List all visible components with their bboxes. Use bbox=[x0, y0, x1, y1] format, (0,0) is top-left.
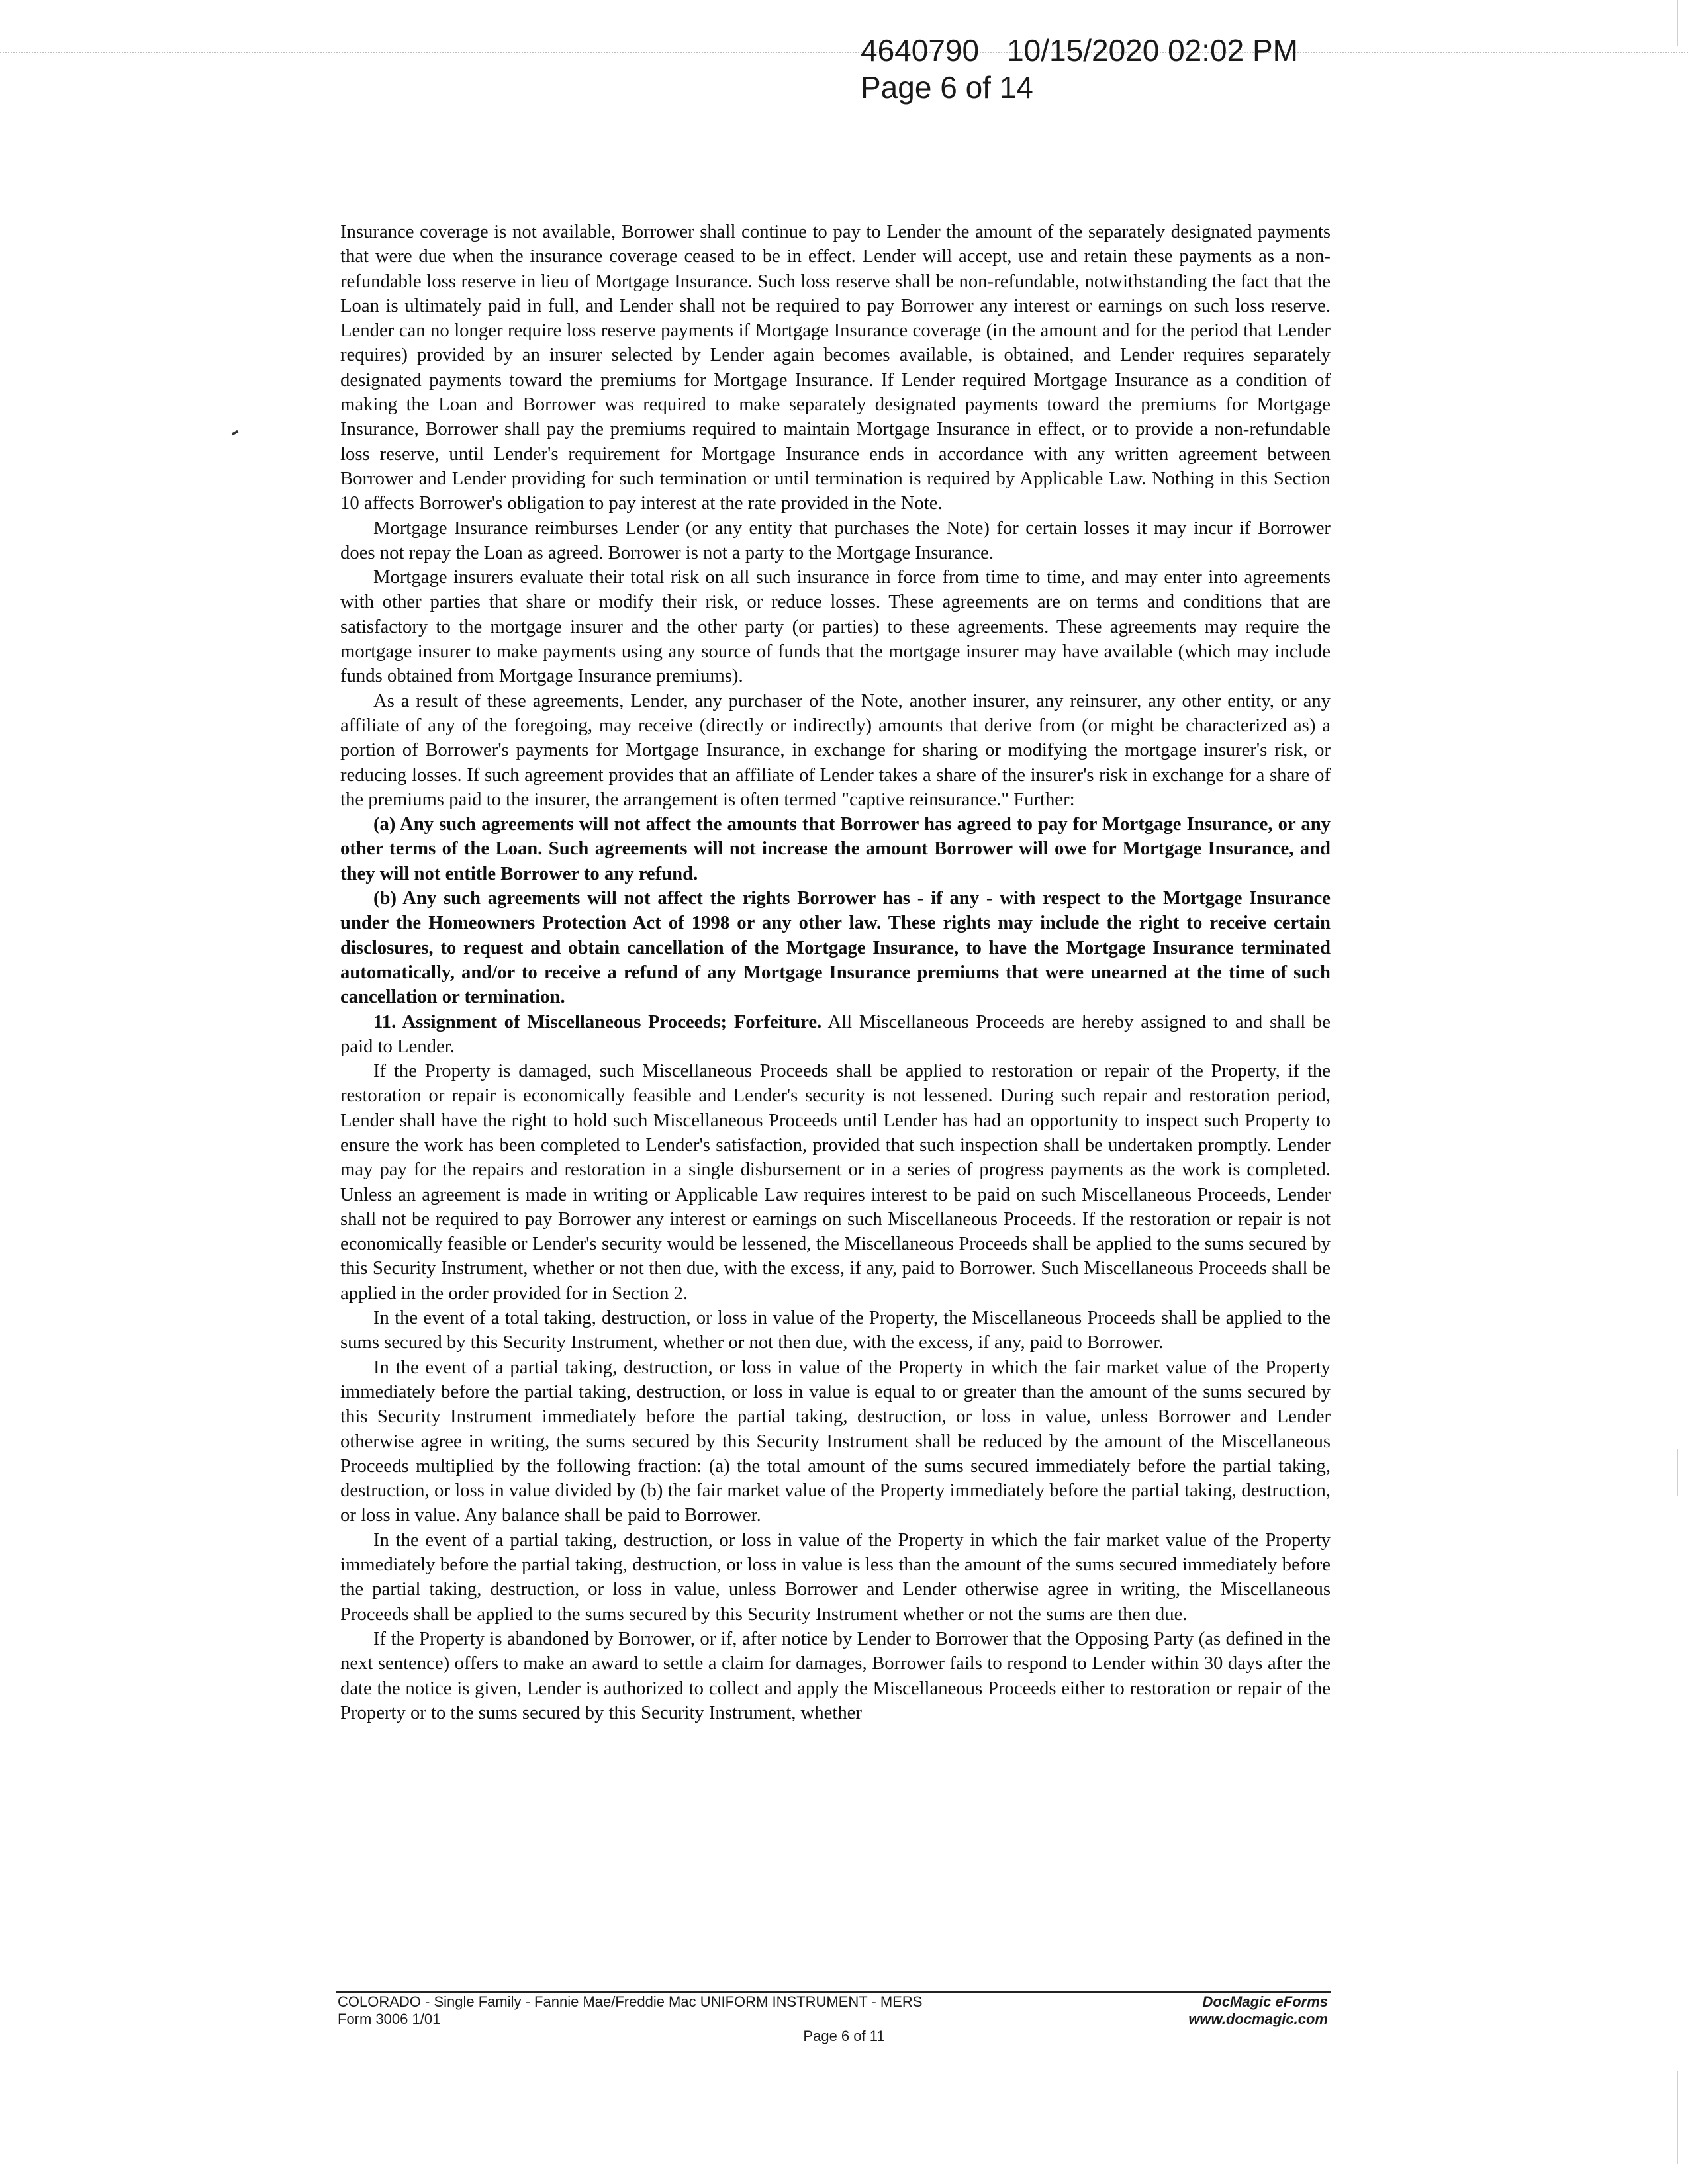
paragraph-text: (a) Any such agreements will not affect the amounts that Borrower has agreed to pay for Mortgage Insurance, or any other terms of the Loan. Such agreements will not increase the amount Borrower will owe for Mortgage Insurance, and they will not entitle Borrower to any refund. bbox=[340, 813, 1331, 884]
paragraph-text: If the Property is abandoned by Borrower, or if, after notice by Lender to Borrower that the Opposing Party (as defined in the next sentence) offers to make an award to settle a claim for damages, Borrower fails to respond to Lender within 30 days after the date the notice is given, Lender is authorized to collect and apply the Miscellaneous Proceeds either to restoration or repair of the Property or to the sums secured by this Security Instrument, whether bbox=[340, 1627, 1331, 1723]
paragraph-text: As a result of these agreements, Lender, any purchaser of the Note, another insurer, any reinsurer, any other entity, or any affiliate of any of the foregoing, may receive (directly or indirectly) amounts that derive from (or might be characterized as) a portion of Borrower's payments for Mortgage Insurance, in exchange for sharing or modifying the mortgage insurer's risk, or reducing losses. If such agreement provides that an affiliate of Lender takes a share of the insurer's risk in exchange for a share of the premiums paid to the insurer, the arrangement is often termed "captive reinsurance." Further: bbox=[340, 690, 1331, 810]
footer-website: www.docmagic.com bbox=[1188, 2011, 1328, 2027]
footer-brand: DocMagic eForms bbox=[1202, 1993, 1328, 2010]
scan-right-edge-line bbox=[1677, 1449, 1678, 1496]
paragraph-text: In the event of a partial taking, destruction, or loss in value of the Property in which the fair market value of the Property immediately before the partial taking, destruction, or loss in value is equal to or greater than the amount of the sums secured by this Security Instrument immediately before the partial taking, destruction, or loss in value, unless Borrower and Lender otherwise agree in writing, the sums secured by this Security Instrument shall be reduced by the amount of the Miscellaneous Proceeds multiplied by the following fraction: (a) the total amount of the sums secured immediately before the partial taking, destruction, or loss in value divided by (b) the fair market value of the Property immediately before the partial taking, destruction, or loss in value. Any balance shall be paid to Borrower. bbox=[340, 1356, 1331, 1526]
paragraph-text: Mortgage Insurance reimburses Lender (or any entity that purchases the Note) for certain losses it may incur if Borrower does not repay the Loan as agreed. Borrower is not a party to the Mortgage Insurance. bbox=[340, 517, 1331, 563]
body-paragraph bbox=[340, 1627, 1331, 1725]
paragraph-text: (b) Any such agreements will not affect the rights Borrower has - if any - with respect to the Mortgage Insurance under the Homeowners Protection Act of 1998 or any other law. These rights may include the right to receive certain disclosures, to request and obtain cancellation of the Mortgage Insurance, to have the Mortgage Insurance terminated automatically, and/or to receive a refund of any Mortgage Insurance premiums that were unearned at the time of such cancellation or termination. bbox=[340, 887, 1331, 1008]
footer-page-number: Page 6 of 11 bbox=[803, 2028, 885, 2044]
paragraph-text: Mortgage insurers evaluate their total risk on all such insurance in force from time to time, and may enter into agreements with other parties that share or modify their risk, or reduce losses. These agreements are on terms and conditions that are satisfactory to the mortgage insurer and the other party (or parties) to these agreements. These agreements may require the mortgage insurer to make payments using any source of funds that the mortgage insurer may have available (which may include funds obtained from Mortgage Insurance premiums). bbox=[340, 567, 1331, 687]
document-number: 4640790 bbox=[861, 33, 980, 68]
footer-form-number: Form 3006 1/01 bbox=[338, 2011, 441, 2027]
body-paragraph bbox=[340, 886, 1331, 1009]
footer-rule bbox=[336, 1991, 1331, 1993]
paragraph-text: All Miscellaneous Proceeds are hereby assigned to and shall be paid to Lender. bbox=[340, 1011, 1331, 1057]
document-body bbox=[340, 220, 1331, 1725]
body-paragraph bbox=[340, 1059, 1331, 1306]
scan-stray-mark bbox=[232, 430, 239, 435]
section-heading-paragraph bbox=[340, 1010, 1331, 1060]
body-paragraph bbox=[340, 220, 1331, 516]
body-paragraph bbox=[340, 1306, 1331, 1355]
footer-form-info bbox=[338, 1993, 922, 2028]
recorded-datetime: 10/15/2020 02:02 PM bbox=[1007, 33, 1298, 68]
footer-brand-block bbox=[1125, 1993, 1328, 2028]
paragraph-text: If the Property is damaged, such Miscellaneous Proceeds shall be applied to restoration or repair of the Property, if the restoration or repair is economically feasible and Lender's security is not lessened. During such repair and restoration period, Lender shall have the right to hold such Miscellaneous Proceeds until Lender has had an opportunity to inspect such Property to ensure the work has been completed to Lender's satisfaction, provided that such inspection shall be undertaken promptly. Lender may pay for the repairs and restoration in a single disbursement or in a series of progress payments as the work is completed. Unless an agreement is made in writing or Applicable Law requires interest to be paid on such Miscellaneous Proceeds, Lender shall not be required to pay Borrower any interest or earnings on such Miscellaneous Proceeds. If the restoration or repair is not economically feasible or Lender's security would be lessened, the Miscellaneous Proceeds shall be applied to the sums secured by this Security Instrument, whether or not then due, with the excess, if any, paid to Borrower. Such Miscellaneous Proceeds shall be applied in the order provided for in Section 2. bbox=[340, 1060, 1331, 1304]
paragraph-text: In the event of a partial taking, destruction, or loss in value of the Property in which the fair market value of the Property immediately before the partial taking, destruction, or loss in value is less than the amount of the sums secured immediately before the partial taking, destruction, or loss in value, unless Borrower and Lender otherwise agree in writing, the Miscellaneous Proceeds shall be applied to the sums secured by this Security Instrument whether or not the sums are then due. bbox=[340, 1529, 1331, 1625]
footer-form-title: COLORADO - Single Family - Fannie Mae/Freddie Mac UNIFORM INSTRUMENT - MERS bbox=[338, 1993, 923, 2010]
paragraph-text: Insurance coverage is not available, Borrower shall continue to pay to Lender the amount of the separately designated payments that were due when the insurance coverage ceased to be in effect. Lender will accept, use and retain these payments as a non-refundable loss reserve in lieu of Mortgage Insurance. Such loss reserve shall be non-refundable, notwithstanding the fact that the Loan is ultimately paid in full, and Lender shall not be required to pay Borrower any interest or earnings on such loss reserve. Lender can no longer require loss reserve payments if Mortgage Insurance coverage (in the amount and for the period that Lender requires) provided by an insurer selected by Lender again becomes available, is obtained, and Lender requires separately designated payments toward the premiums for Mortgage Insurance. If Lender required Mortgage Insurance as a condition of making the Loan and Borrower was required to make separately designated payments toward the premiums for Mortgage Insurance, Borrower shall pay the premiums required to maintain Mortgage Insurance in effect, or to provide a non-refundable loss reserve, until Lender's requirement for Mortgage Insurance ends in accordance with any written agreement between Borrower and Lender providing for such termination or until termination is required by Applicable Law. Nothing in this Section 10 affects Borrower's obligation to pay interest at the rate provided in the Note. bbox=[340, 221, 1331, 514]
body-paragraph bbox=[340, 689, 1331, 812]
recording-page-label: Page 6 of 14 bbox=[861, 70, 1033, 105]
scan-right-edge-line bbox=[1677, 2071, 1678, 2164]
recording-stamp-line-1 bbox=[861, 32, 1298, 69]
body-paragraph bbox=[340, 812, 1331, 886]
body-paragraph bbox=[340, 1528, 1331, 1627]
recording-stamp bbox=[861, 32, 1298, 106]
section-heading: 11. Assignment of Miscellaneous Proceeds; Forfeiture. bbox=[373, 1011, 822, 1032]
body-paragraph bbox=[340, 1355, 1331, 1528]
paragraph-text: In the event of a total taking, destruction, or loss in value of the Property, the Miscellaneous Proceeds shall be applied to the sums secured by this Security Instrument, whether or not then due, with the excess, if any, paid to Borrower. bbox=[340, 1307, 1331, 1353]
body-paragraph bbox=[340, 516, 1331, 566]
scan-top-dotted-rule bbox=[0, 52, 1688, 53]
scan-right-edge-line bbox=[1677, 0, 1678, 46]
body-paragraph bbox=[340, 565, 1331, 688]
